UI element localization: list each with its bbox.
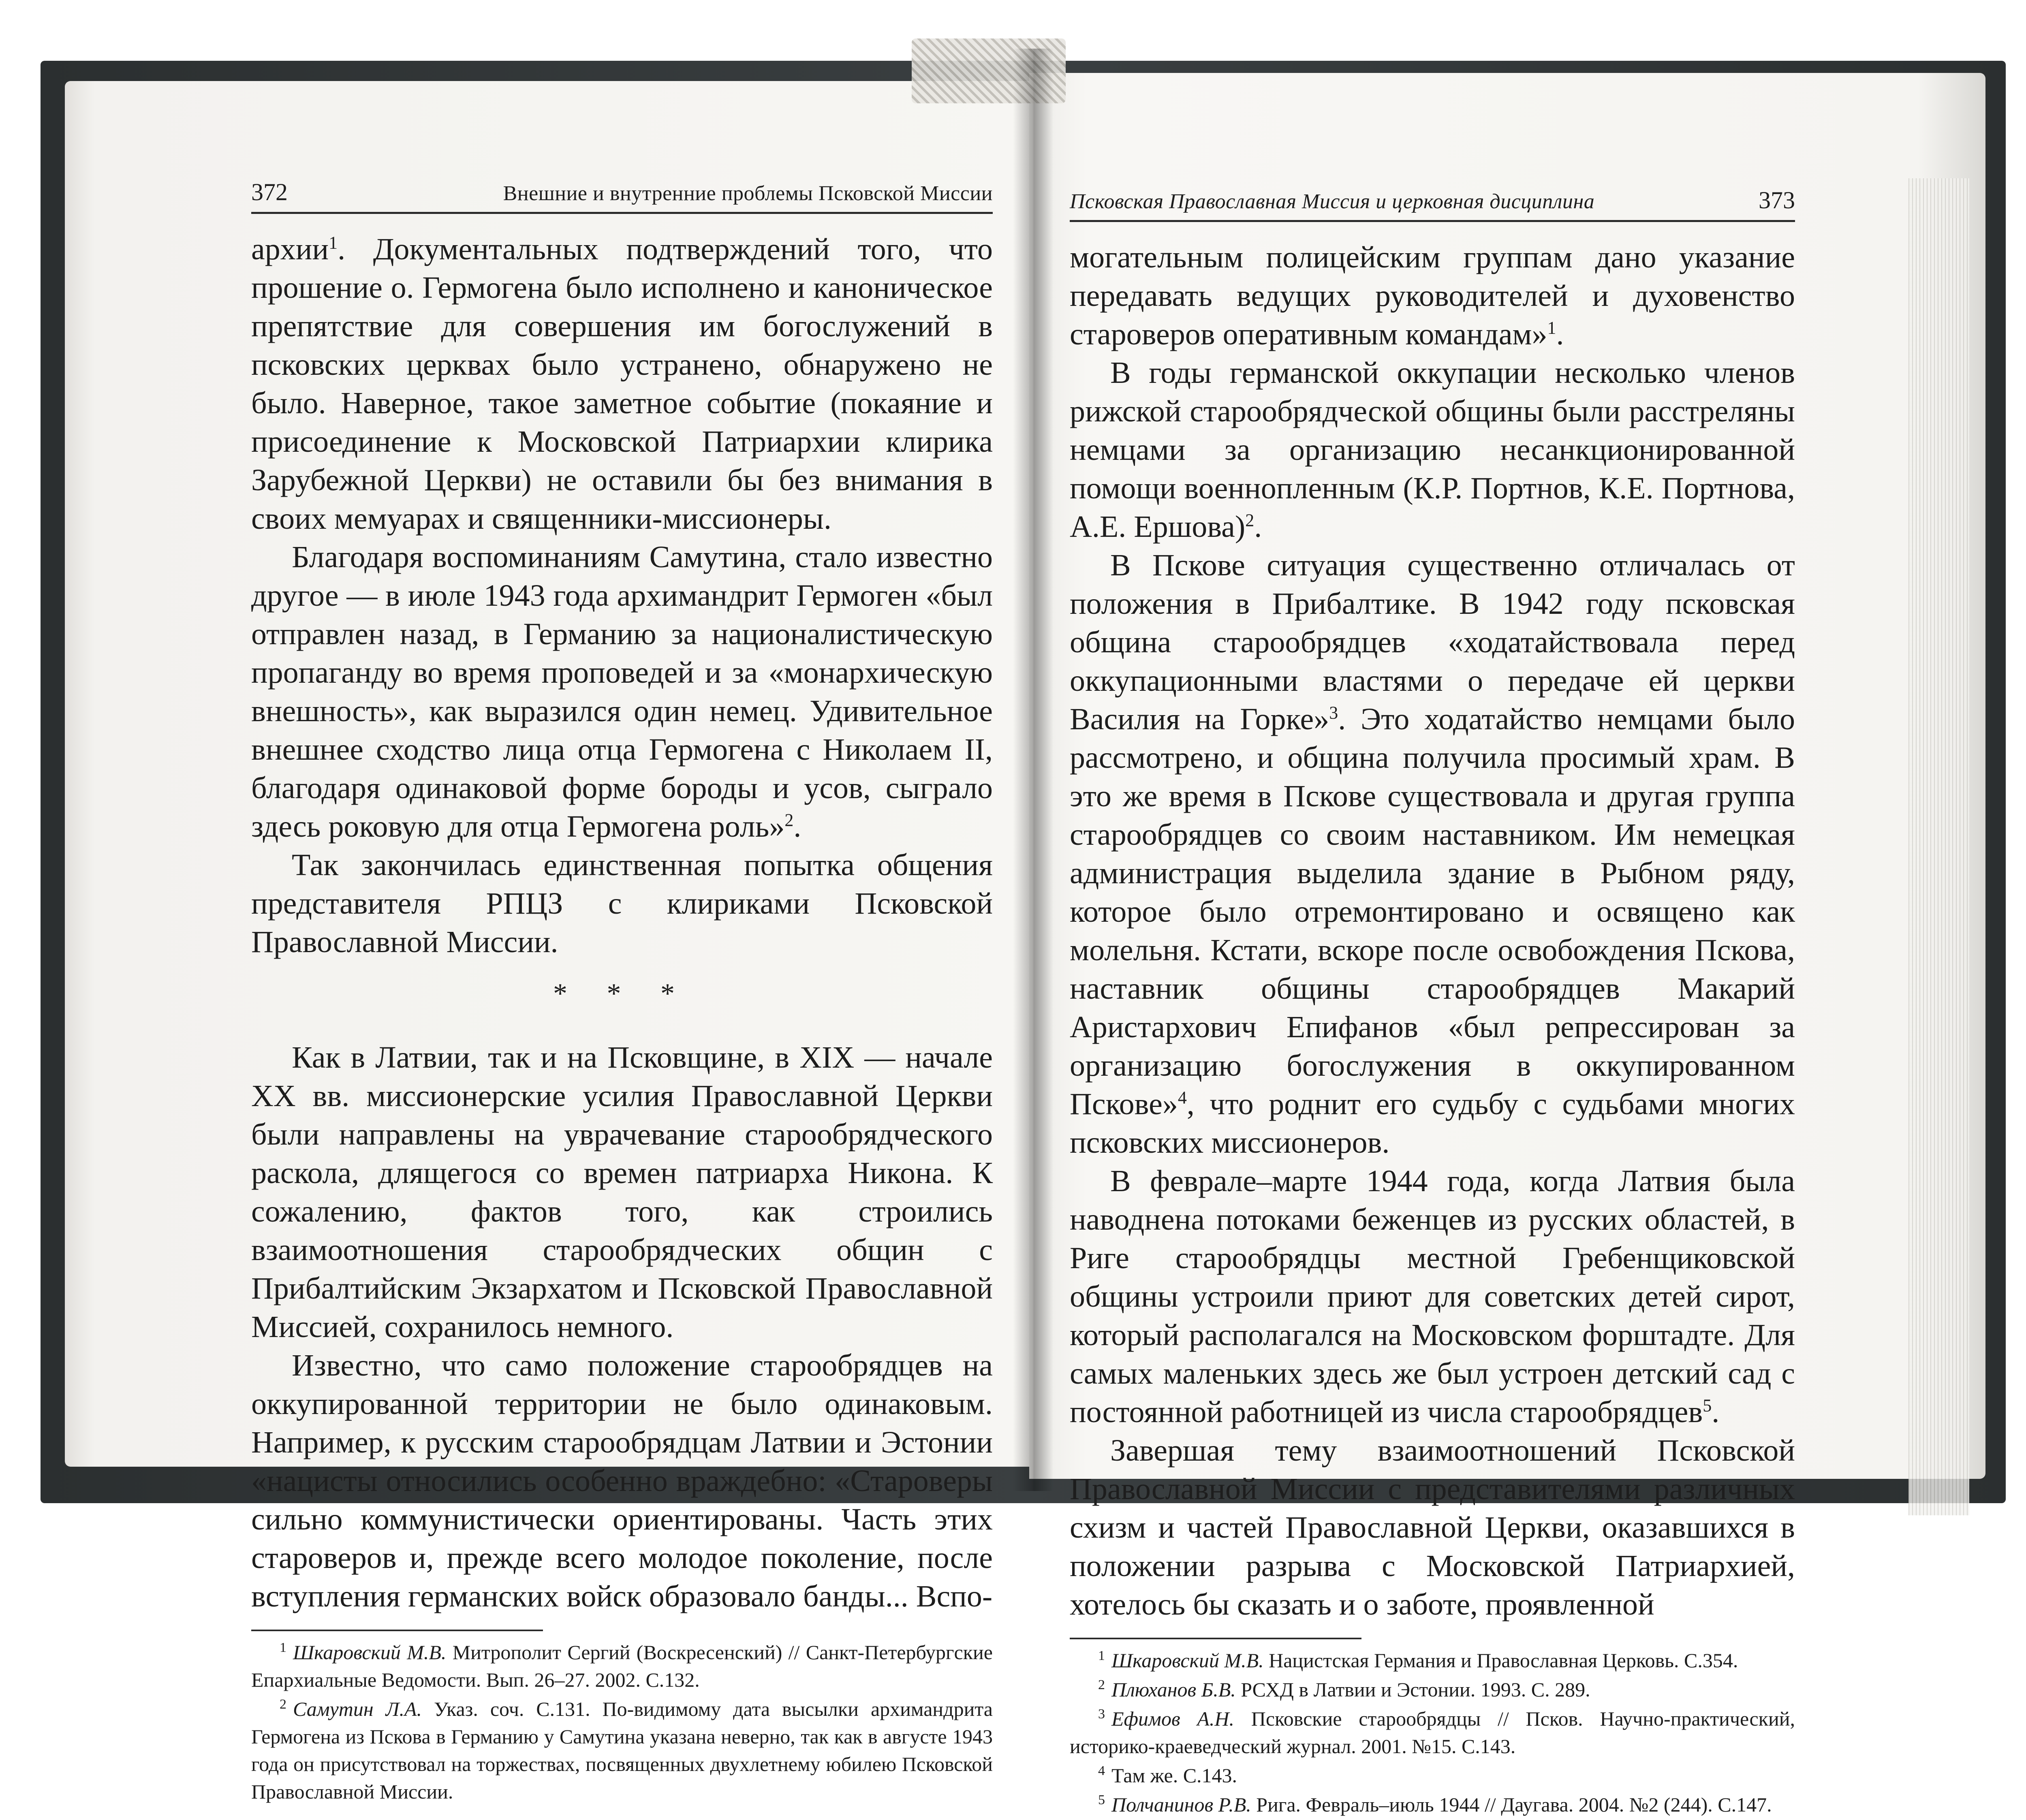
footnote: $^3$ Ефимов А.Н. Псковские старообрядцы // Псков. Научно-практический, историко-краеведческий журнал. 2001. №15. С.143. [1070,1707,1795,1758]
right-footnotes [1070,1647,1795,1818]
left-running-title: Внешние и внутренние проблемы Псковской Миссии [503,182,993,205]
footnote-ref: 5 [1703,1395,1712,1416]
footnote-ref: 1 [329,233,338,253]
footnote: $^1$ Шкаровский М.В. Митрополит Сергий (Воскресенский) // Санкт-Петербургские Епархиальные Ведомости. Вып. 26–27. 2002. С.132. [251,1640,993,1691]
left-footnotes [251,1638,993,1805]
left-running-head [251,178,993,214]
book-gutter [1013,49,1054,1491]
page-edges [1908,178,1969,1515]
right-running-head [1070,186,1795,222]
footnote-ref: 4 [1178,1087,1187,1108]
section-separator: * * * [553,978,691,1009]
footnote: $^2$ Плюханов Б.В. РСХД в Латвии и Эстонии. 1993. С. 289. [1098,1677,1590,1701]
left-paragraph-2: Благодаря воспоминаниям Самутина, стало известно другое — в июле 1943 года архимандрит Гермоген «был отправлен назад, в Германию за националистическую пропаганду во время проповедей и за «монархическую внешность», как выразился один немец. Удивительное внешнее сходство лица отца Гермогена с Николаем II, благодаря одинаковой форме бороды и усов, сыграло здесь роковую для отца Гермогена роль»$^2$. [251,540,993,844]
footnote: $^2$ Самутин Л.А. Указ. соч. С.131. По-видимому дата высылки архимандрита Гермогена из Пскова в Германию у Самутина указана неверно, так как в августе 1943 года он присутствовал на торжествах, посвященных двухлетнему юбилею Псковской Православной Миссии. [251,1697,993,1803]
footnote-ref: 2 [1245,510,1254,530]
left-page-number: 372 [251,179,288,205]
right-paragraph-3: В Пскове ситуация существенно отличалась от положения в Прибалтике. В 1942 году псковская община старообрядцев «ходатайствовала перед оккупационными властями о передаче ей церкви Василия на Горке»$^3$. Это ходатайство немцами было рассмотрено, и община получила просимый храм. В это же время в Пскове существовала и другая группа старообрядцев со своим наставником. Им немецкая администрация выделила здание в Рыбном ряду, которое было отремонтировано и освящено как молельня. Кстати, вскоре после освобождения Пскова, наставник общины старообрядцев Макарий Аристархович Епифанов «был репрессирован за организацию богослужения в оккупированном Пскове»$^4$, что роднит его судьбу с судьбами многих псковских миссионеров. [1070,548,1795,1160]
footnote: $^5$ Полчанинов Р.В. Рига. Февраль–июль 1944 // Даугава. 2004. №2 (244). С.147. [1098,1792,1772,1816]
footnote-ref: 2 [784,810,794,830]
right-paragraph-4: В феврале–марте 1944 года, когда Латвия была наводнена потоками беженцев из русских областей, в Риге старообрядцы местной Гребенщиковской общины устроили приют для советских детей сирот, который располагался на Московском форштадте. Для самых маленьких здесь же был устроен детский сад с постоянной работницей из числа старообрядцев$^5$. [1070,1164,1795,1429]
right-paragraph-2: В годы германской оккупации несколько членов рижской старообрядческой общины были расстреляны немцами за организацию несанкционированной помощи военнопленным (К.Р. Портнов, К.Е. Портнова, А.Е. Ершова)$^2$. [1070,356,1795,544]
footnote-rule [251,1630,543,1631]
footnote: $^1$ Шкаровский М.В. Нацистская Германия и Православная Церковь. С.354. [1098,1648,1738,1672]
footnote-rule [1070,1638,1361,1639]
right-running-title: Псковская Православная Миссия и церковная дисциплина [1070,190,1595,213]
footnote-ref: 1 [1547,318,1556,338]
right-paragraph-1: могательным полицейским группам дано указание передавать ведущих руководителей и духовенство староверов оперативным командам»$^1$. [1070,240,1795,351]
footnote: $^4$ Там же. С.143. [1098,1763,1237,1787]
right-paragraph-5: Завершая тему взаимоотношений Псковской Православной Миссии с представителями различных схизм и частей Православной Церкви, оказавшихся в положении разрыва с Московской Патриархией, хотелось бы сказать и о заботе, проявленной [1070,1433,1795,1621]
left-paragraph-1: архии$^1$. Документальных подтверждений того, что прошение о. Гермогена было исполнено и каноническое препятствие для совершения им богослужений в псковских церквах было устранено, обнаружено не было. Наверное, такое заметное событие (покаяние и присоединение к Московской Патриархии клирика Зарубежной Церкви) не оставили бы без внимания в своих мемуарах и священники-миссионеры. [251,232,993,536]
right-page-number: 373 [1759,187,1795,214]
footnote-ref: 3 [1329,703,1338,723]
left-paragraph-5: Известно, что само положение старообрядцев на оккупированной территории не было одинаковым. Например, к русским старообрядцам Латвии и Эстонии «нацисты относились особенно враждебно: «Староверы сильно коммунистически ориентированы. Часть этих староверов и, прежде всего молодое поколение, после вступления германских войск образовало банды... Вспо- [251,1348,993,1613]
left-page [251,178,993,1807]
left-paragraph-4: Как в Латвии, так и на Псковщине, в XIX — начале XX вв. миссионерские усилия Православной Церкви были направлены на уврачевание старообрядческого раскола, длящегося со времен патриарха Никона. К сожалению, фактов того, как строились взаимоотношения старообрядческих общин с Прибалтийским Экзархатом и Псковской Православной Миссией, сохранилось немного. [251,1040,993,1344]
right-page [1070,186,1795,1820]
left-paragraph-3: Так закончилась единственная попытка общения представителя РПЦЗ с клириками Псковской Православной Миссии. [251,848,993,959]
